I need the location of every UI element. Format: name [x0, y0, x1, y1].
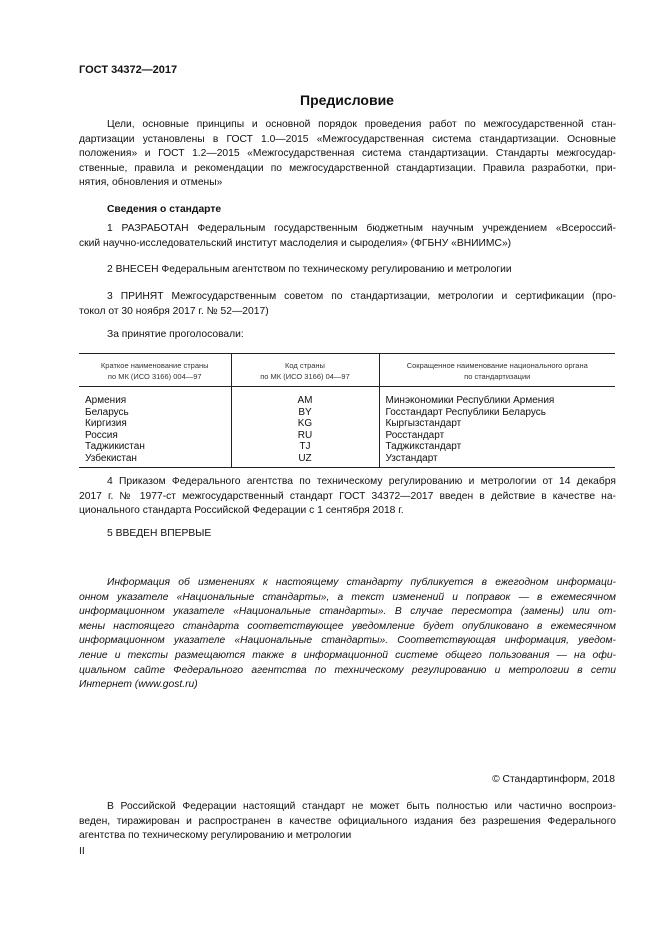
item-3-line: токол от 30 ноября 2017 г. № 52—2017) [79, 305, 269, 317]
country-name: Киргизия [85, 418, 127, 429]
restriction-line: веден, тиражирован и распространен в качестве официального издания без разрешения Федерального [79, 815, 616, 827]
table-row [79, 387, 615, 407]
header-country-name: Краткое наименование страны по МК (ИСО 3166) 004—97 [79, 354, 231, 387]
voting-table [79, 353, 615, 468]
country-code: BY [231, 407, 379, 419]
copyright-line: © Стандартинформ, 2018 [492, 774, 615, 785]
item-5 [79, 527, 616, 542]
header-national-body: Сокращенное наименование национального органа по стандартизации [379, 354, 615, 387]
notice-line: циальном сайте Федерального агентства по техническому регулированию и метрологии в сети [79, 664, 616, 676]
item-3-line: 3 ПРИНЯТ Межгосударственным советом по стандартизации, метрологии и сертификации (про- [107, 291, 616, 302]
country-code: TJ [231, 441, 379, 453]
table-row [79, 441, 615, 453]
notice-line: информационном указателе «Национальные стандарты». В случае пересмотра (замены) или от- [79, 606, 616, 618]
restriction-notice [79, 800, 616, 844]
item-1-line: 1 РАЗРАБОТАН Федеральным государственным бюджетным научным учреждением «Всероссий- [107, 223, 616, 234]
page-number: II [79, 846, 85, 857]
country-name: Узбекистан [79, 453, 231, 468]
item-4 [79, 475, 616, 519]
table-header-row [79, 354, 615, 387]
notice-line: мены настоящего стандарта соответствующее уведомление будет опубликовано в ежемесячном [79, 620, 616, 632]
national-body: Узстандарт [379, 453, 615, 468]
item-1-line: ский научно-исследовательский институт маслоделия и сыроделия» (ФГБНУ «ВНИИМС») [79, 237, 512, 249]
item-4-line: 2017 г. № 1977-ст межгосударственный стандарт ГОСТ 34372—2017 введен в действие в качестве на- [79, 490, 616, 502]
item-5-line: 5 ВВЕДЕН ВПЕРВЫЕ [107, 528, 212, 539]
table-row [79, 418, 615, 430]
page-title: Предисловие [300, 92, 394, 108]
notice-line: Интернет (www.gost.ru) [79, 679, 198, 691]
intro-line: ственные, правила и рекомендации по межгосударственной стандартизации. Правила разработки, при- [79, 162, 616, 174]
item-3 [79, 290, 616, 319]
country-name: Россия [85, 429, 118, 441]
document-id: ГОСТ 34372—2017 [79, 64, 178, 76]
intro-line: нятия, обновления и отмены» [79, 177, 223, 189]
section-heading: Сведения о стандарте [107, 204, 222, 215]
country-name: Беларусь [85, 406, 129, 418]
changes-notice [79, 576, 616, 693]
intro-paragraph [79, 118, 616, 191]
country-name: Таджикистан [85, 441, 145, 452]
intro-line: дартизации установлены в ГОСТ 1.0—2015 «Межгосударственная система стандартизации. Основные [79, 133, 616, 145]
item-4-line: 4 Приказом Федерального агентства по техническому регулированию и метрологии от 14 декабря [107, 476, 616, 487]
table-row [79, 407, 615, 419]
item-1 [79, 222, 616, 251]
notice-line: информационном указателе «Национальные стандарты». Соответствующая информация, уведом- [79, 635, 616, 647]
table-row [79, 430, 615, 442]
notice-line: онном указателе «Национальные стандарты», а текст изменений и поправок — в ежемесячном [79, 591, 616, 603]
notice-line: Информация об изменениях к настоящему стандарту публикуется в ежегодном информаци- [107, 577, 616, 588]
item-4-line: ционального стандарта Российской Федерации с 1 сентября 2018 г. [79, 505, 404, 517]
national-body: Минэкономики Республики Армения [379, 387, 615, 407]
national-body: Росстандарт [379, 430, 615, 442]
national-body: Госстандарт Республики Беларусь [379, 407, 615, 419]
intro-line: Цели, основные принципы и основной порядок проведения работ по межгосударственной стан- [107, 119, 616, 130]
header-country-code: Код страны по МК (ИСО 3166) 04—97 [231, 354, 379, 387]
voted-label: За принятие проголосовали: [107, 329, 244, 340]
country-name: Армения [85, 395, 127, 406]
intro-line: положения» и ГОСТ 1.2—2015 «Межгосударственная система стандартизации. Стандарты межгосудар- [79, 148, 616, 160]
country-code: KG [231, 418, 379, 430]
item-2 [79, 263, 616, 278]
item-2-line: 2 ВНЕСЕН Федеральным агентством по техническому регулированию и метрологии [107, 264, 512, 275]
national-body: Кыргызстандарт [379, 418, 615, 430]
notice-line: ление и тексты размещаются также в информационной системе общего пользования — на офи- [79, 649, 616, 661]
restriction-line: агентства по техническому регулированию и метрологии [79, 830, 352, 842]
table-row [79, 453, 615, 468]
country-code: RU [231, 430, 379, 442]
restriction-line: В Российской Федерации настоящий стандарт не может быть полностью или частично воспроиз- [107, 801, 616, 812]
national-body: Таджикстандарт [379, 441, 615, 453]
country-code: AM [231, 387, 379, 407]
country-code: UZ [231, 453, 379, 468]
